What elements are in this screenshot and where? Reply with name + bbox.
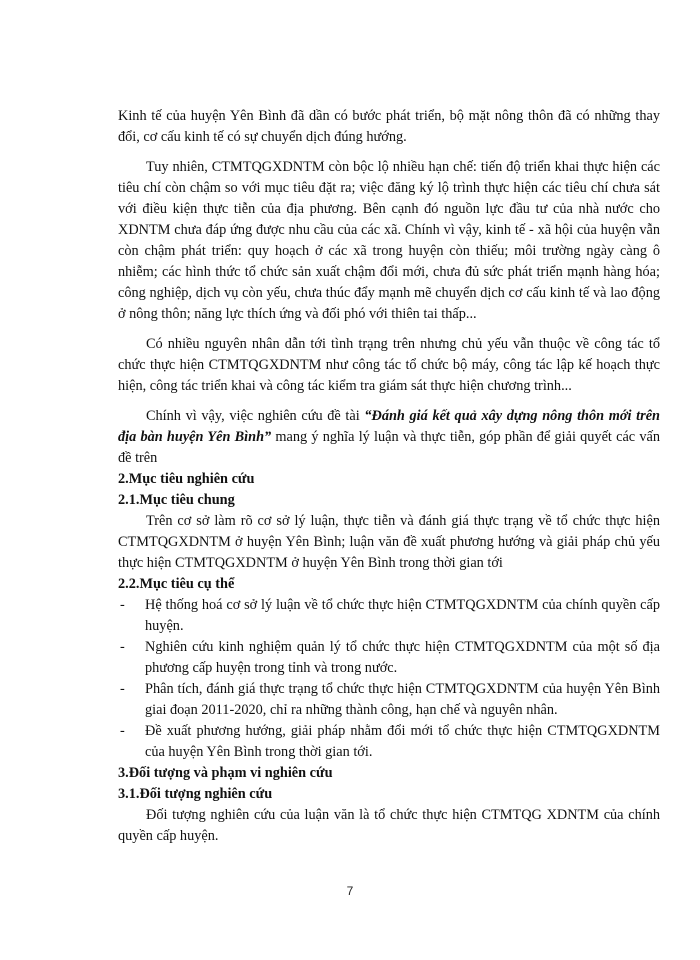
page-number: 7 <box>346 884 354 898</box>
list-item: - Nghiên cứu kinh nghiệm quản lý tổ chức thực hiện CTMTQGXDNTM của một số địa phương cấp huyện trong tỉnh và trong nước. <box>120 639 660 676</box>
general-objective-text: Trên cơ sở làm rõ cơ sở lý luận, thực tiễn và đánh giá thực trạng về tổ chức thực hiện CTMTQGXDNTM ở huyện Yên Bình; luận văn đề xuất phương hướng và giải pháp chủ yếu thực hiện CTMTQGXDNTM ở huyện Yên Bình trong thời gian tới <box>118 513 660 571</box>
paragraph-limitations: Tuy nhiên, CTMTQGXDNTM còn bộc lộ nhiều hạn chế: tiến độ triển khai thực hiện các tiêu chí còn chậm so với mục tiêu đặt ra; việc đăng ký lộ trình thực hiện các tiêu chí chưa sát với điều kiện thực tiễn của địa phương. Bên cạnh đó nguồn lực đầu tư của nhà nước cho XDNTM chưa đáp ứng được nhu cầu của các xã. Chính vì vậy, kinh tế - xã hội của huyện vẫn còn chậm phát triển: quy hoạch ở các xã trong huyện còn thiếu; môi trường ngày càng ô nhiễm; các hình thức tổ chức sản xuất chậm đổi mới, chưa đủ sức phát triển mạnh hàng hóa; công nghiệp, dịch vụ còn yếu, chưa thúc đẩy mạnh mẽ chuyển dịch cơ cấu kinh tế và lao động ở nông thôn; năng lực thích ứng và đối phó với thiên tai thấp... <box>118 159 660 322</box>
list-item: - Đề xuất phương hướng, giải pháp nhằm đổi mới tổ chức thực hiện CTMTQGXDNTM của huyện Yên Bình trong thời gian tới. <box>120 723 660 760</box>
topic-conclusion-text: mang ý nghĩa lý luận và thực tiễn, góp phần để giải quyết các vấn đề trên <box>118 429 660 466</box>
document-page <box>118 106 660 847</box>
section-2-heading: 2.Mục tiêu nghiên cứu <box>118 471 255 487</box>
paragraph-topic <box>118 406 660 469</box>
section-2-1-heading: 2.1.Mục tiêu chung <box>118 492 235 508</box>
list-item: - Phân tích, đánh giá thực trạng tổ chức thực hiện CTMTQGXDNTM của huyện Yên Bình giai đoạn 2011-2020, chỉ ra những thành công, hạn chế và nguyên nhân. <box>120 681 660 718</box>
list-item: - Hệ thống hoá cơ sở lý luận về tổ chức thực hiện CTMTQGXDNTM của chính quyền cấp huyện. <box>120 597 660 634</box>
section-2-2-heading: 2.2.Mục tiêu cụ thể <box>118 576 235 592</box>
paragraph-economy: Kinh tế của huyện Yên Bình đã dần có bước phát triển, bộ mặt nông thôn đã có những thay đổi, cơ cấu kinh tế có sự chuyển dịch đúng hướng. <box>118 108 660 145</box>
topic-title: “Đánh giá kết quả xây dựng nông thôn mới trên địa bàn huyện Yên Bình” <box>118 408 660 445</box>
topic-intro-text: Chính vì vậy, việc nghiên cứu đề tài <box>146 408 365 424</box>
section-3-heading: 3.Đối tượng và phạm vi nghiên cứu <box>118 765 333 781</box>
section-3-1-heading: 3.1.Đối tượng nghiên cứu <box>118 786 273 802</box>
research-object-text: Đối tượng nghiên cứu của luận văn là tổ chức thực hiện CTMTQG XDNTM của chính quyền cấp huyện. <box>118 807 660 844</box>
specific-objectives-list <box>118 595 660 763</box>
paragraph-causes: Có nhiều nguyên nhân dẫn tới tình trạng trên nhưng chủ yếu vẫn thuộc về công tác tổ chức thực hiện CTMTQGXDNTM như công tác tổ chức bộ máy, công tác lập kế hoạch thực hiện, công tác triển khai và công tác kiểm tra giám sát thực hiện chương trình... <box>118 336 660 394</box>
